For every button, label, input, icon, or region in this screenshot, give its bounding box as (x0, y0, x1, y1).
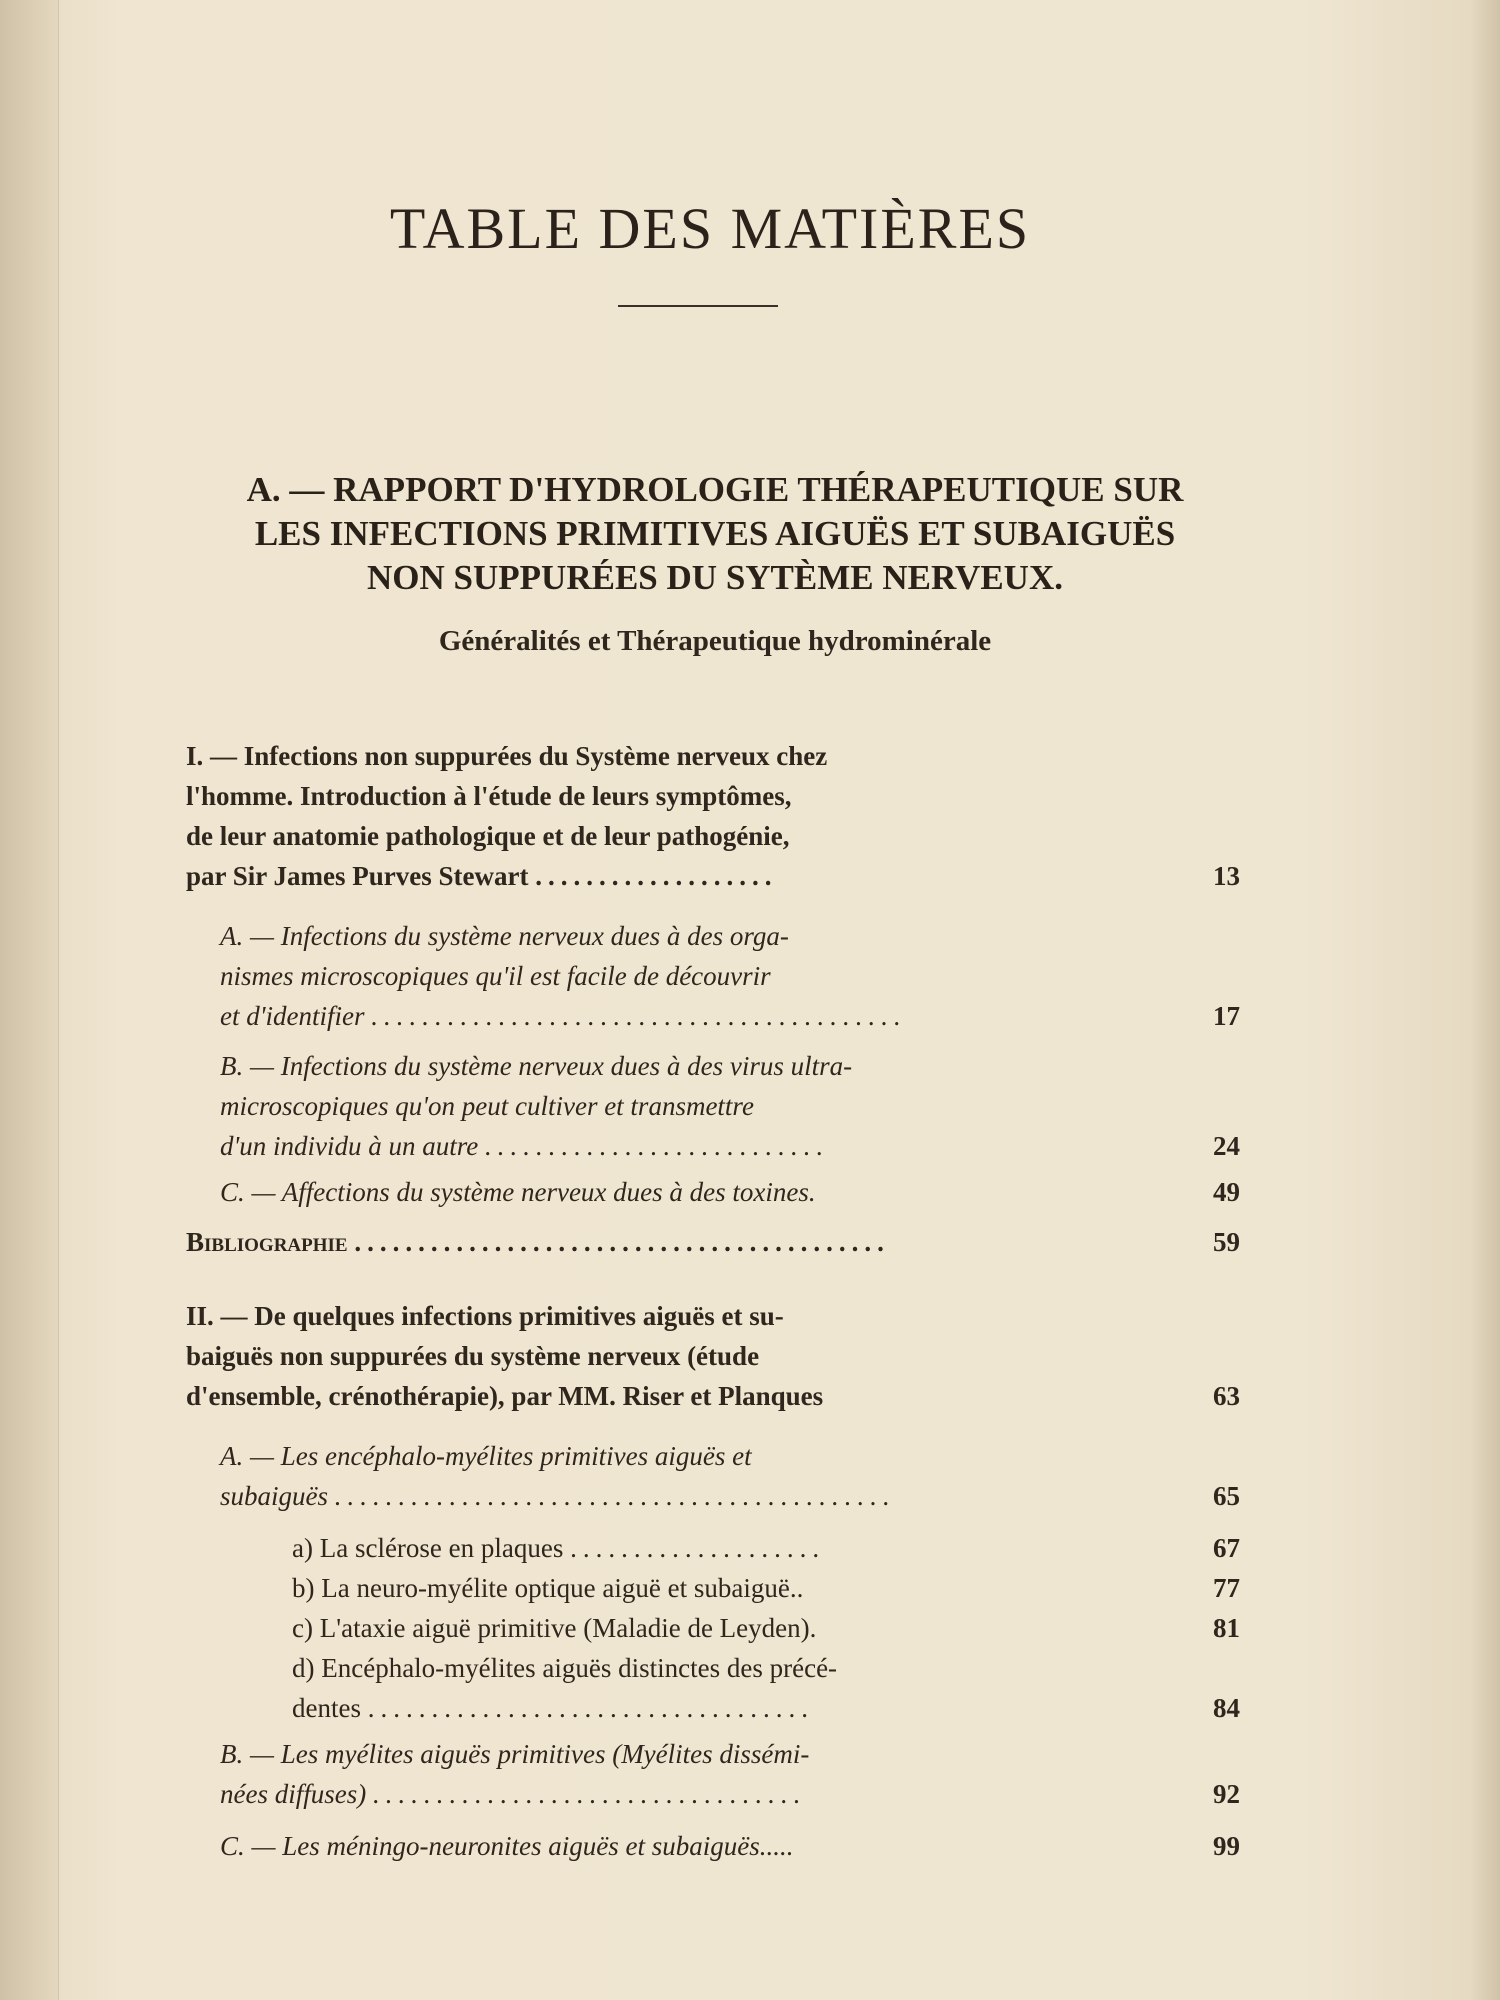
page-number: 65 (1213, 1481, 1240, 1511)
toc-entry-II-A-a (292, 1528, 1152, 1568)
toc-entry-line: d) Encéphalo-myélites aiguës distinctes des précé- (292, 1653, 838, 1683)
toc-entry-II-C (220, 1826, 1150, 1866)
leader-dots: ............................................ (334, 1481, 896, 1511)
page-number: 84 (1213, 1693, 1240, 1723)
leader-dots: ................... (535, 861, 778, 891)
toc-entry-line (186, 1222, 1146, 1262)
toc-entry-bibliographie (186, 1222, 1146, 1262)
page-number: 17 (1213, 1001, 1240, 1031)
toc-entry-II (186, 1296, 1146, 1416)
toc-entry-line: I. — Infections non suppurées du Système nerveux chez (186, 741, 828, 771)
page-title: TABLE DES MATIÈRES (389, 196, 1031, 261)
toc-entry-line: C. — Affections du système nerveux dues à des toxines. (220, 1177, 816, 1207)
report-heading (190, 468, 1240, 600)
report-subheading: Généralités et Thérapeutique hydrominérale (438, 625, 992, 657)
page-gutter (0, 0, 59, 2000)
report-heading-line: NON SUPPURÉES DU SYTÈME NERVEUX. (367, 558, 1063, 597)
toc-entry-line (292, 1528, 1152, 1568)
toc-entry-II-A (220, 1436, 1150, 1516)
page-number: 77 (1213, 1573, 1240, 1603)
toc-entry-line (186, 856, 1146, 896)
page-number: 67 (1213, 1533, 1240, 1563)
toc-entry-line: b) La neuro-myélite optique aiguë et subaiguë.. (292, 1573, 804, 1603)
leader-dots: .................... (570, 1533, 826, 1563)
toc-entry-line-text: nées diffuses) (220, 1779, 367, 1809)
page-number: 63 (1213, 1381, 1240, 1411)
toc-entry-line: baiguës non suppurées du système nerveux (étude (186, 1341, 760, 1371)
toc-entry-line-text: d'un individu à un autre (220, 1131, 479, 1161)
report-heading-line: LES INFECTIONS PRIMITIVES AIGUËS ET SUBAIGUËS (254, 514, 1176, 553)
toc-entry-line: de leur anatomie pathologique et de leur pathogénie, (186, 821, 790, 851)
toc-entry-I-C (220, 1172, 1150, 1212)
toc-entry-II-A-d (292, 1648, 1152, 1728)
toc-entry-line (220, 1126, 1150, 1166)
toc-entry-line: d'ensemble, crénothérapie), par MM. Riser et Planques (186, 1381, 824, 1411)
toc-entry-II-B (220, 1734, 1150, 1814)
page-number: 59 (1213, 1227, 1240, 1257)
leader-dots: .......................................... (354, 1227, 890, 1257)
page-number: 99 (1213, 1831, 1240, 1861)
toc-entry-II-A-c (292, 1608, 1152, 1648)
toc-entry-line: A. — Les encéphalo-myélites primitives aiguës et (220, 1441, 752, 1471)
toc-entry-line: B. — Les myélites aiguës primitives (Myélites dissémi- (220, 1739, 810, 1769)
toc-entry-line: microscopiques qu'on peut cultiver et transmettre (220, 1091, 754, 1121)
report-heading-line: A. — RAPPORT D'HYDROLOGIE THÉRAPEUTIQUE SUR (246, 470, 1184, 509)
toc-entry-line-text: par Sir James Purves Stewart (186, 861, 529, 891)
toc-entry-line: C. — Les méningo-neuronites aiguës et subaiguës..... (220, 1831, 794, 1861)
leader-dots: .......................................... (371, 1001, 907, 1031)
page-number: 49 (1213, 1177, 1240, 1207)
toc-entry-line: B. — Infections du système nerveux dues à des virus ultra- (220, 1051, 853, 1081)
page-number: 81 (1213, 1613, 1240, 1643)
toc-entry-I-B (220, 1046, 1150, 1166)
toc-entry-I-A (220, 916, 1150, 1036)
toc-entry-line (220, 996, 1150, 1036)
leader-dots: .................................. (372, 1779, 807, 1809)
toc-entry-line-text: subaiguës (220, 1481, 328, 1511)
toc-entry-line (292, 1688, 1152, 1728)
page-number: 13 (1213, 861, 1240, 891)
toc-entry-line-text: dentes (292, 1693, 361, 1723)
toc-entry-line: A. — Infections du système nerveux dues à des orga- (220, 921, 789, 951)
title-divider (618, 305, 778, 307)
toc-entry-line: l'homme. Introduction à l'étude de leurs symptômes, (186, 781, 792, 811)
page-number: 24 (1213, 1131, 1240, 1161)
toc-entry-I (186, 736, 1146, 896)
toc-entry-line (220, 1476, 1150, 1516)
toc-entry-line-text: et d'identifier (220, 1001, 365, 1031)
toc-entry-line-text: a) La sclérose en plaques (292, 1533, 564, 1563)
leader-dots: ........................... (485, 1131, 830, 1161)
toc-entry-line: nismes microscopiques qu'il est facile de découvrir (220, 961, 771, 991)
toc-entry-line: c) L'ataxie aiguë primitive (Maladie de Leyden). (292, 1613, 817, 1643)
toc-entry-line-text: Bibliographie (186, 1227, 348, 1257)
toc-entry-line: II. — De quelques infections primitives aiguës et su- (186, 1301, 784, 1331)
leader-dots: ................................... (367, 1693, 814, 1723)
toc-entry-II-A-b (292, 1568, 1152, 1608)
page-number: 92 (1213, 1779, 1240, 1809)
toc-entry-line (220, 1774, 1150, 1814)
